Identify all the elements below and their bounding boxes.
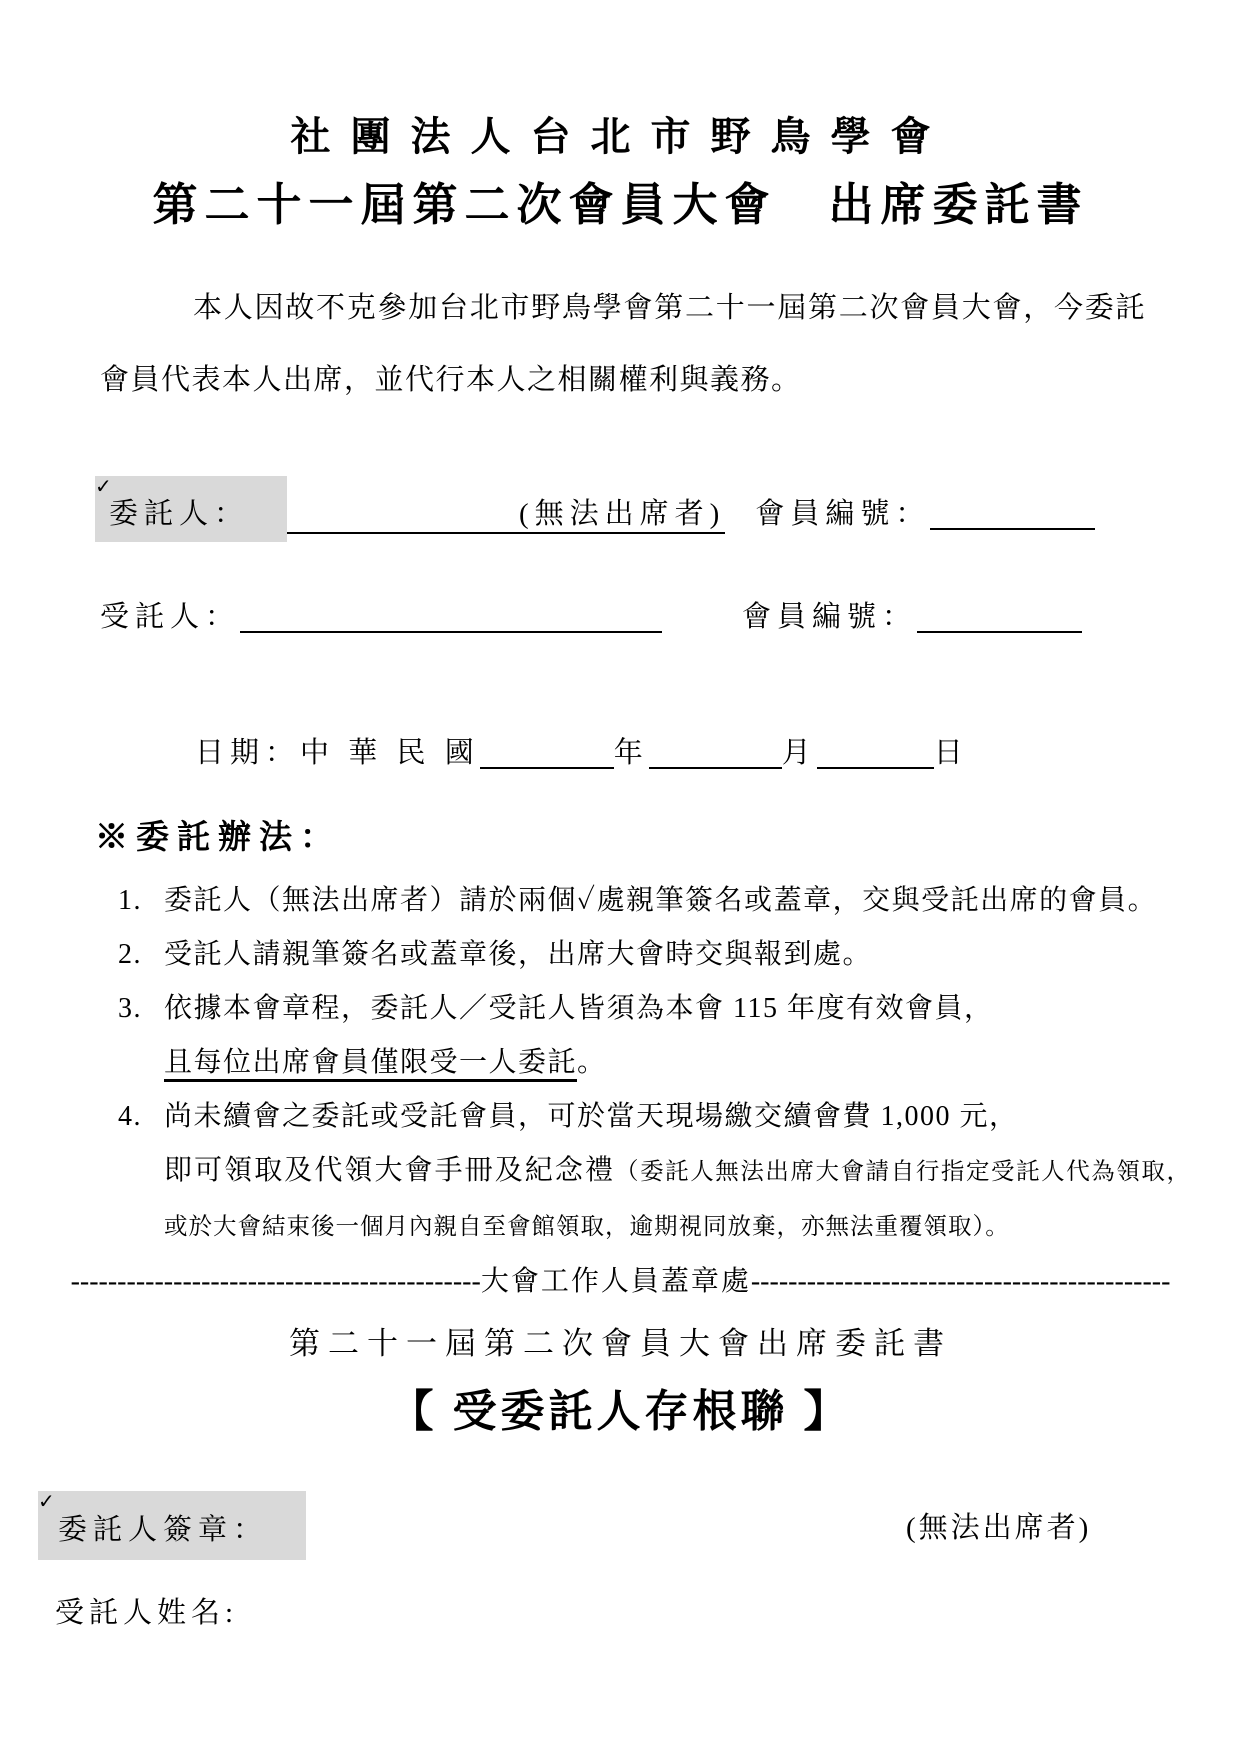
instruction-item-3 xyxy=(118,982,1191,1090)
instructions-list xyxy=(118,874,1191,1254)
principal-label: 委託人： xyxy=(109,498,250,530)
checkmark-icon: ✓ xyxy=(38,1489,55,1513)
cannot-attend-note: (無法出席者) xyxy=(906,1512,1092,1544)
item-text: 依據本會章程，委託人／受託人皆須為本會 115 年度有效會員， 且每位出席會員僅限受一人委託。 xyxy=(164,982,1191,1090)
divider-dashes-right: --------------------------------------------- xyxy=(750,1266,1171,1297)
year-label: 年 xyxy=(613,737,649,769)
member-no-label: 會員編號： xyxy=(755,498,931,530)
instruction-item-4 xyxy=(118,1090,1191,1254)
agent-member-no-label: 會員編號： xyxy=(742,601,918,633)
item-number: 3. xyxy=(118,993,142,1024)
agent-name-label: 受託人姓名: xyxy=(55,1597,239,1629)
signature-row xyxy=(38,1491,1241,1560)
item-text: 委託人（無法出席者）請於兩個✓處親筆簽名或蓋章，交與受託出席的會員。 xyxy=(164,885,1158,916)
signature-label-highlight[interactable] xyxy=(38,1491,306,1560)
day-label: 日 xyxy=(933,737,969,769)
stub-subtitle: 第二十一屆第二次會員大會出席委託書 xyxy=(289,1326,952,1361)
date-month-blank[interactable] xyxy=(649,767,782,769)
item-text: 受託人請親筆簽名或蓋章後，出席大會時交與報到處。 xyxy=(164,939,873,970)
stamp-area-label: 大會工作人員蓋章處 xyxy=(480,1266,751,1297)
principal-row xyxy=(95,476,1241,542)
agent-label: 受託人： xyxy=(100,601,241,633)
underlined-rule-text: 且每位出席會員僅限受一人委託 xyxy=(164,1047,577,1082)
signature-label: 委託人簽章： xyxy=(58,1514,269,1546)
principal-name-field[interactable] xyxy=(287,491,725,534)
org-title: 社團法人台北市野鳥學會 xyxy=(290,114,951,159)
agent-member-no-blank[interactable] xyxy=(917,631,1082,633)
item-number: 2. xyxy=(118,939,142,970)
item-number: 4. xyxy=(118,1101,142,1132)
document-title: 第二十一屆第二次會員大會 出席委託書 xyxy=(152,180,1089,230)
stub-heading: 【 受委託人存根聯 】 xyxy=(389,1387,852,1436)
date-day-blank[interactable] xyxy=(817,767,934,769)
checkmark-icon: ✓ xyxy=(95,474,112,498)
instruction-item-2 xyxy=(118,928,1191,982)
date-row xyxy=(195,730,1241,771)
small-parenthetical-note: （委託人無法出席大會請自行指定受託人代為領取，或於大會結束後一個月內親自至會館領取，逾期視同放棄，亦無法重覆領取）。 xyxy=(164,1159,1191,1240)
cannot-attend-note: (無法出席者) xyxy=(519,498,726,530)
date-year-blank[interactable] xyxy=(480,767,614,769)
item-number: 1. xyxy=(118,885,142,916)
agent-name-blank[interactable] xyxy=(240,631,662,633)
divider-dashes-left: -------------------------------------------- xyxy=(70,1266,481,1297)
date-prefix: 日期：中 華 民 國 xyxy=(195,737,480,769)
principal-label-highlight[interactable] xyxy=(95,476,287,542)
month-label: 月 xyxy=(781,737,817,769)
stamp-divider xyxy=(40,1260,1201,1304)
instruction-item-1 xyxy=(118,874,1191,928)
intro-paragraph: 本人因故不克參加台北市野鳥學會第二十一屆第二次會員大會，今委託會員代表本人出席，並代行本人之相關權利與義務。 xyxy=(100,292,1146,396)
item-text: 尚未續會之委託或受託會員，可於當天現場繳交續會費 1,000 元， 即可領取及代領大會手冊及紀念禮（委託人無法出席大會請自行指定受託人代為領取，或於大會結束後一個月內親自至會館領取，逾期視同放棄，亦無法重覆領取）。 xyxy=(164,1101,1191,1240)
instructions-heading: ※委託辦法： xyxy=(95,820,341,856)
agent-row xyxy=(100,594,1241,635)
principal-member-no-blank[interactable] xyxy=(930,528,1095,530)
